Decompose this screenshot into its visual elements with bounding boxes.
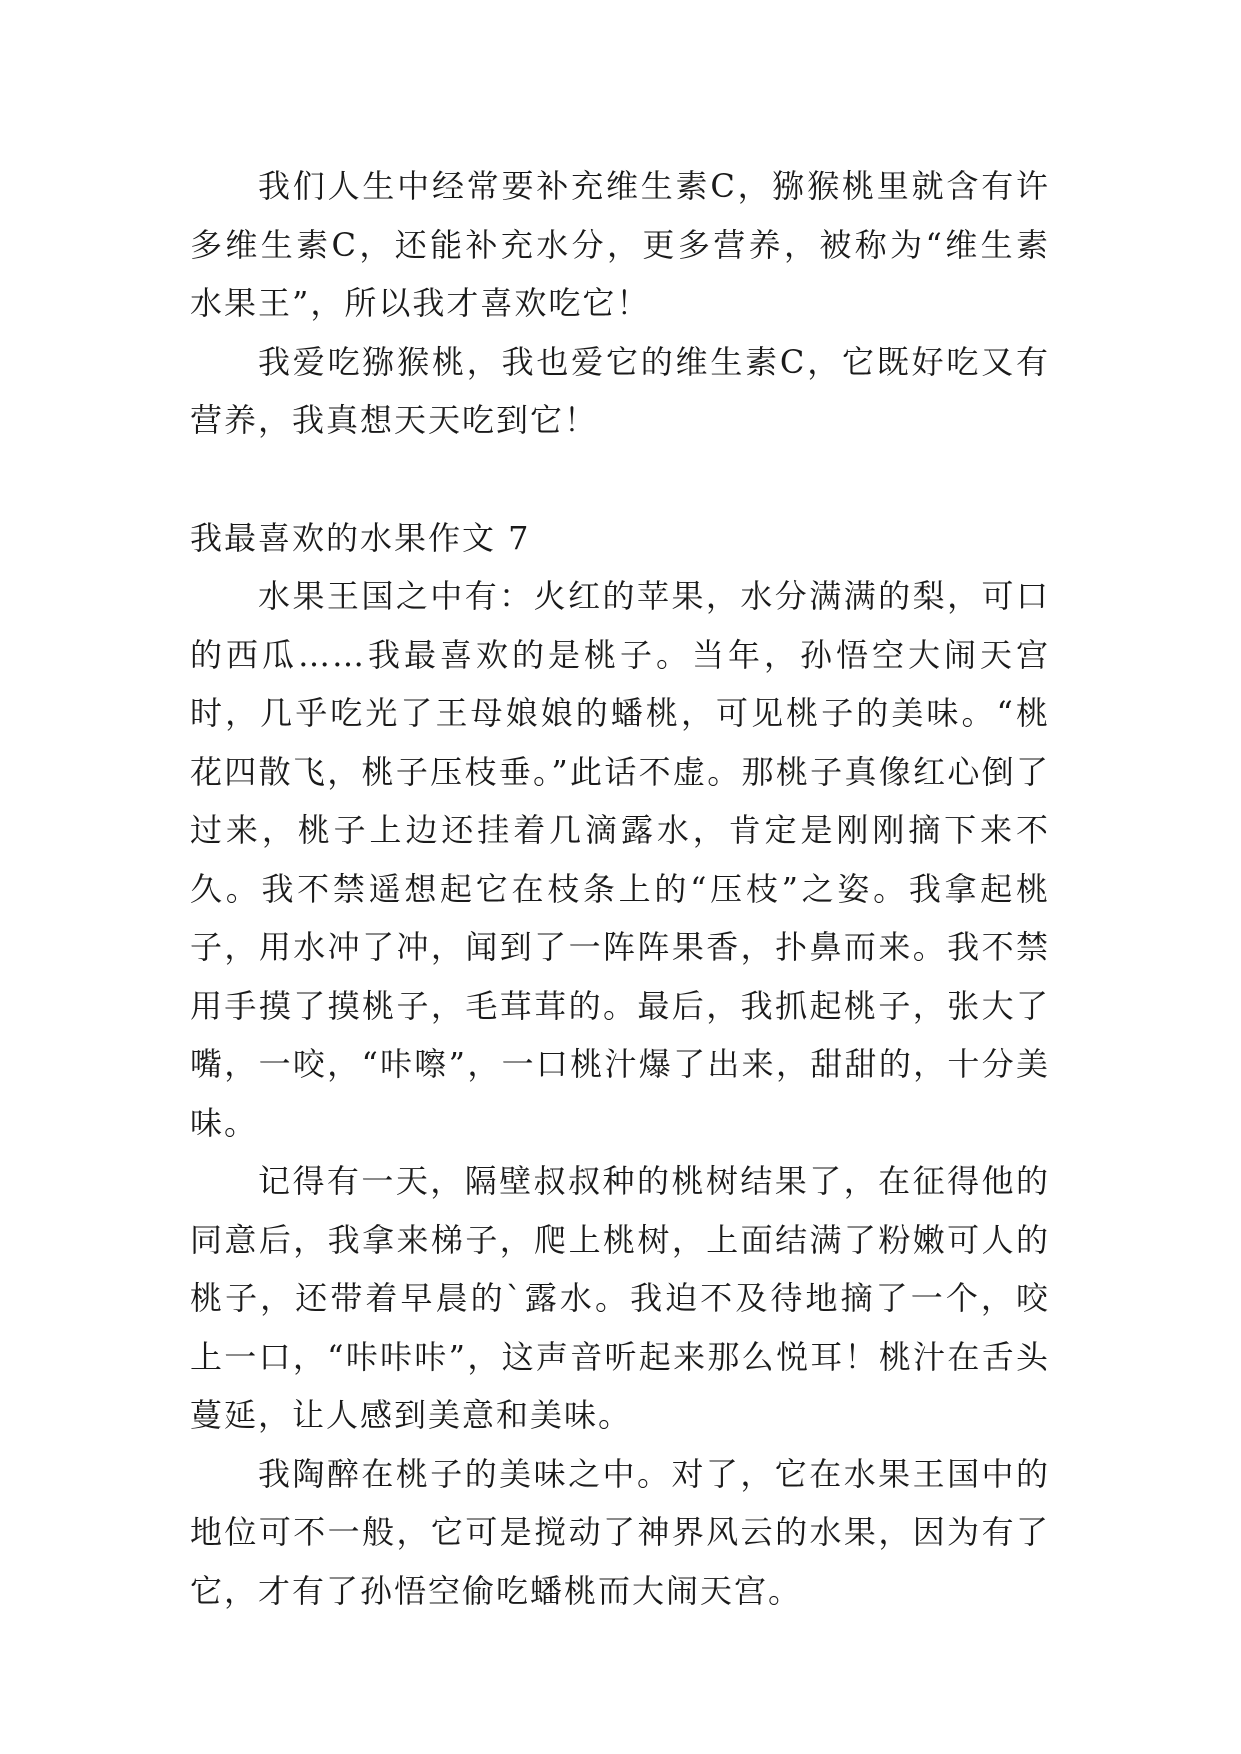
- document-body: [190, 157, 1050, 1620]
- paragraph: 我爱吃猕猴桃，我也爱它的维生素C，它既好吃又有营养，我真想天天吃到它！: [190, 342, 1050, 439]
- paragraph: 水果王国之中有：火红的苹果，水分满满的梨，可口的西瓜……我最喜欢的是桃子。当年，孙悟空大闹天宫时，几乎吃光了王母娘娘的蟠桃，可见桃子的美味。“桃花四散飞，桃子压枝垂。”此话不虚。那桃子真像红心倒了过来，桃子上边还挂着几滴露水，肯定是刚刚摘下来不久。我不禁遥想起它在枝条上的“压枝”之姿。我拿起桃子，用水冲了冲，闻到了一阵阵果香，扑鼻而来。我不禁用手摸了摸桃子，毛茸茸的。最后，我抓起桃子，张大了嘴，一咬，“咔嚓”，一口桃汁爆了出来，甜甜的，十分美味。: [190, 577, 1050, 1142]
- paragraph: 记得有一天，隔壁叔叔种的桃树结果了，在征得他的同意后，我拿来梯子，爬上桃树，上面结满了粉嫩可人的桃子，还带着早晨的`露水。我迫不及待地摘了一个，咬上一口，“咔咔咔”，这声音听起来那么悦耳！桃汁在舌头蔓延，让人感到美意和美味。: [190, 1162, 1050, 1434]
- paragraph: 我们人生中经常要补充维生素C，猕猴桃里就含有许多维生素C，还能补充水分，更多营养，被称为“维生素水果王”，所以我才喜欢吃它！: [190, 167, 1050, 322]
- section-title: 我最喜欢的水果作文 7: [190, 518, 531, 557]
- paragraph: 我陶醉在桃子的美味之中。对了，它在水果王国中的地位可不一般，它可是搅动了神界风云的水果，因为有了它，才有了孙悟空偷吃蟠桃而大闹天宫。: [190, 1454, 1050, 1610]
